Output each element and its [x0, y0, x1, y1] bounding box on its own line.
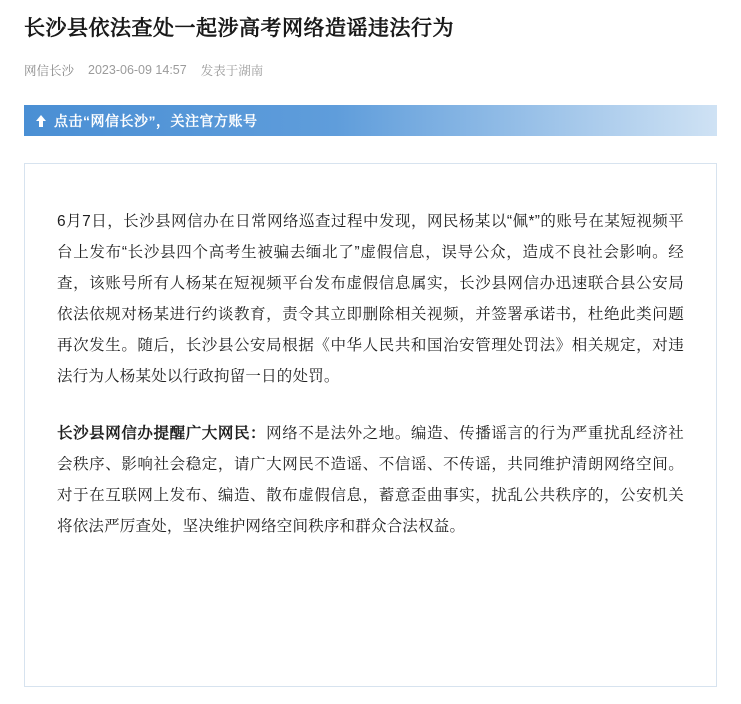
article-datetime: 2023-06-09 14:57 — [88, 63, 187, 78]
article-location: 发表于湖南 — [200, 64, 264, 79]
article-source[interactable]: 网信长沙 — [24, 64, 75, 79]
article-paragraph-2 — [57, 418, 684, 542]
article-meta — [24, 61, 717, 79]
article-paragraph-2-rest: 网络不是法外之地。编造、传播谣言的行为严重扰乱经济社会秩序、影响社会稳定，请广大网民不造谣、不信谣、不传谣，共同维护清朗网络空间。对于在互联网上发布、编造、散布虚假信息，蓄意歪曲事实，扰乱公共秩序的，公安机关将依法严厉查处，坚决维护网络空间秩序和群众合法权益。 — [57, 425, 685, 536]
page-title: 长沙县依法查处一起涉高考网络造谣违法行为 — [24, 17, 454, 40]
follow-banner-label: 点击“网信长沙”，关注官方账号 — [54, 112, 258, 129]
arrow-up-icon — [34, 113, 48, 129]
article-body-card — [24, 163, 717, 687]
follow-account-banner[interactable] — [24, 105, 717, 136]
article-paragraph-1: 6月7日，长沙县网信办在日常网络巡查过程中发现，网民杨某以“佩*”的账号在某短视频平台上发布“长沙县四个高考生被骗去缅北了”虚假信息，误导公众，造成不良社会影响。经查，该账号所有人杨某在短视频平台发布虚假信息属实，长沙县网信办迅速联合县公安局依法依规对杨某进行约谈教育，责令其立即删除相关视频，并签署承诺书，杜绝此类问题再次发生。随后，长沙县公安局根据《中华人民共和国治安管理处罚法》相关规定，对违法行为人杨某处以行政拘留一日的处罚。 — [57, 213, 684, 386]
article-paragraph-2-lead: 长沙县网信办提醒广大网民： — [57, 425, 267, 443]
